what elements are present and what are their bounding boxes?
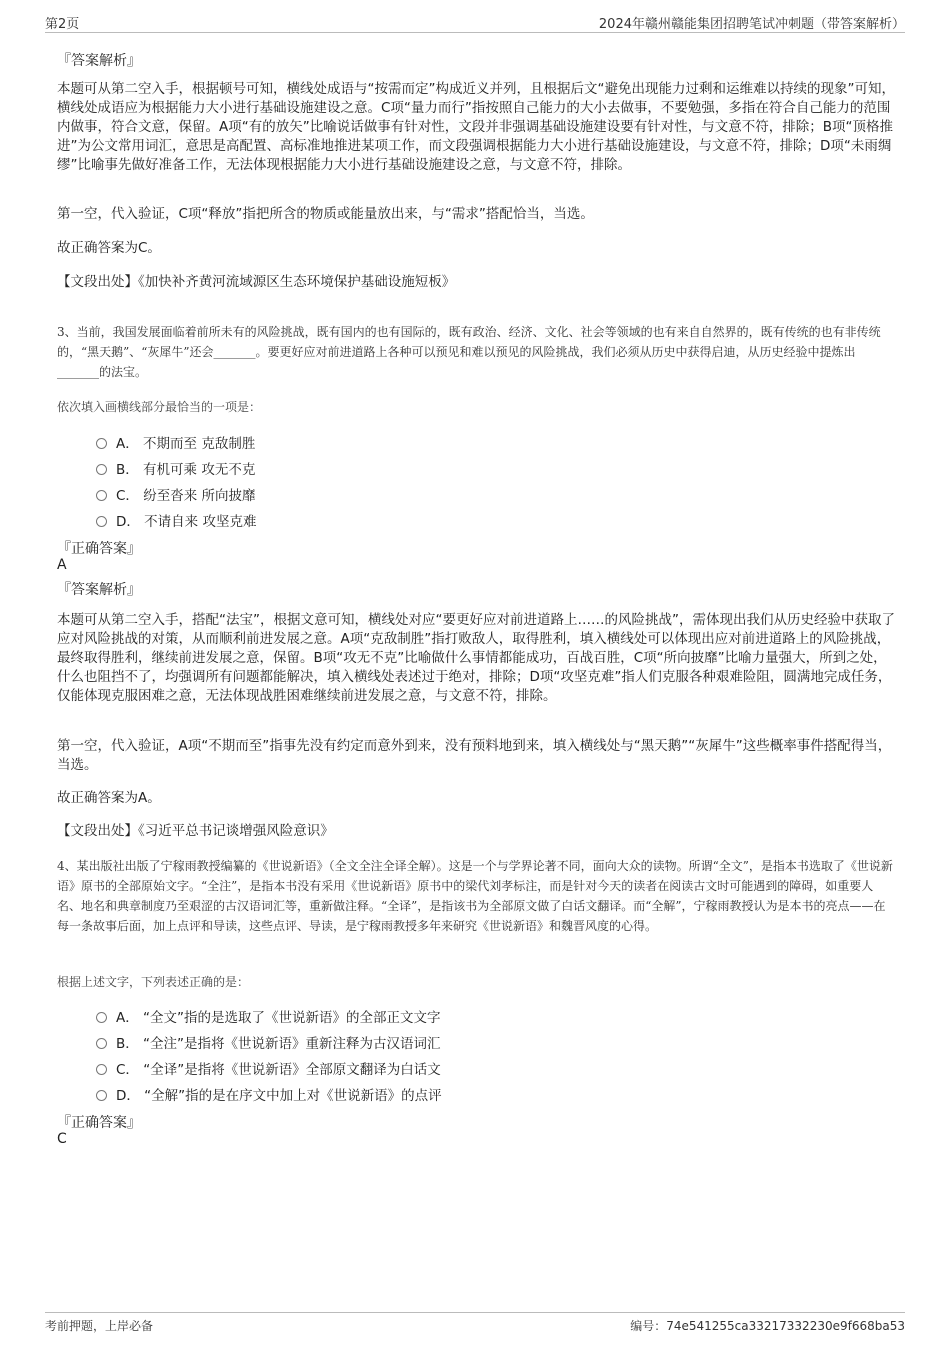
analysis-label: 『答案解析』 <box>57 53 141 69</box>
question-prompt: 依次填入画横线部分最恰当的一项是： <box>57 400 262 414</box>
radio-icon[interactable] <box>96 490 107 501</box>
radio-icon[interactable] <box>96 516 107 527</box>
correct-answer-label: 『正确答案』 <box>57 541 141 557</box>
correct-answer-label: 『正确答案』 <box>57 1115 141 1131</box>
option-c[interactable]: C． 纷至沓来 所向披靡 <box>96 484 256 504</box>
analysis-paragraph: 第一空，代入验证，A项“不期而至”指事先没有约定而意外到来，没有预料地到来，填入横线处与“黑天鹅”“灰犀牛”这些概率事件搭配得当，当选。 <box>57 738 892 773</box>
analysis-paragraph: 本题可从第二空入手，根据顿号可知，横线处成语与“按需而定”构成近义并列，且根据后文“避免出现能力过剩和运维难以持续的现象”可知，横线处成语应为根据能力大小进行基础设施建设之意。C项“量力而行”指按照自己能力的大小去做事，不要勉强，多指在符合自己能力的范围内做事，符合文意，保留。A项“有的放矢”比喻说话做事有针对性，文段并非强调基础设施建设要有针对性，与文意不符，排除；B项“顶格推进”为公文常用词汇，意思是高配置、高标准地推进某项工作，而文段强调根据能力大小进行基础设施建设，与文意不符，排除；D项“未雨绸缪”比喻事先做好准备工作，无法体现根据能力大小进行基础设施建设之意，与文意不符，排除。 <box>57 81 895 173</box>
radio-icon[interactable] <box>96 464 107 475</box>
radio-icon[interactable] <box>96 1090 107 1101</box>
page-header <box>45 10 905 33</box>
question-stem: 3、当前，我国发展面临着前所未有的风险挑战，既有国内的也有国际的，既有政治、经济、文化、社会等领域的也有来自自然界的，既有传统的也有非传统的，“黑天鹅”、“灰犀牛”还会_______。要更好应对前进道路上各种可以预见和难以预见的风险挑战，我们必须从历史中获得启迪，从历史经验中提炼出_______的法宝。 <box>57 325 881 379</box>
option-a[interactable]: A． “全文”指的是选取了《世说新语》的全部正文文字 <box>96 1006 441 1026</box>
question-prompt: 根据上述文字，下列表述正确的是： <box>57 975 250 989</box>
radio-icon[interactable] <box>96 1064 107 1075</box>
source-citation: 【文段出处】《习近平总书记谈增强风险意识》 <box>57 823 334 839</box>
analysis-conclusion: 故正确答案为A。 <box>57 790 161 806</box>
option-a[interactable]: A． 不期而至 克敌制胜 <box>96 432 255 452</box>
analysis-label: 『答案解析』 <box>57 582 141 598</box>
footer-slogan: 考前押题，上岸必备 <box>45 1319 154 1333</box>
question-stem: 4、某出版社出版了宁稼雨教授编纂的《世说新语》（全文全注全译全解）。这是一个与学界论著不同，面向大众的读物。所谓“全文”，是指本书选取了《世说新语》原书的全部原始文字。“全注”，是指本书没有采用《世说新语》原书中的梁代刘孝标注，而是针对今天的读者在阅读古文时可能遇到的障碍，如重要人名、地名和典章制度乃至艰涩的古汉语词汇等，重新做注释。“全译”，是指该书为全部原文做了白话文翻译。而“全解”，宁稼雨教授认为是本书的亮点——在每一条故事后面，加上点评和导读，这些点评、导读，是宁稼雨教授多年来研究《世说新语》和魏晋风度的心得。 <box>57 859 893 933</box>
option-d[interactable]: D． 不请自来 攻坚克难 <box>96 510 256 530</box>
option-d[interactable]: D． “全解”指的是在序文中加上对《世说新语》的点评 <box>96 1084 442 1104</box>
radio-icon[interactable] <box>96 1038 107 1049</box>
analysis-paragraph: 本题可从第二空入手，搭配“法宝”，根据文意可知，横线处对应“要更好应对前进道路上……的风险挑战”，需体现出我们从历史经验中获取了应对风险挑战的对策，从而顺利前进发展之意。A项“克敌制胜”指打败敌人，取得胜利，填入横线处可以体现出应对前进道路上的风险挑战，最终取得胜利，继续前进发展之意，保留。B项“攻无不克”比喻做什么事情都能成功，百战百胜，C项“所向披靡”比喻力量强大，所到之处，什么也阻挡不了，均强调所有问题都能解决，填入横线处表述过于绝对，排除；D项“攻坚克难”指人们克服各种艰难险阻，圆满地完成任务，仅能体现克服困难之意，无法体现战胜困难继续前进发展之意，与文意不符，排除。 <box>57 612 895 704</box>
correct-answer: A <box>57 557 67 573</box>
analysis-paragraph: 第一空，代入验证，C项“释放”指把所含的物质或能量放出来，与“需求”搭配恰当，当选。 <box>57 206 594 222</box>
option-b[interactable]: B． “全注”是指将《世说新语》重新注释为古汉语词汇 <box>96 1032 441 1052</box>
document-code: 编号：74e541255ca33217332230e9f668ba53 <box>630 1319 905 1333</box>
radio-icon[interactable] <box>96 438 107 449</box>
document-title: 2024年赣州赣能集团招聘笔试冲刺题（带答案解析） <box>598 17 905 32</box>
radio-icon[interactable] <box>96 1012 107 1023</box>
option-b[interactable]: B． 有机可乘 攻无不克 <box>96 458 255 478</box>
correct-answer: C <box>57 1131 67 1147</box>
page-footer <box>45 1312 905 1343</box>
option-c[interactable]: C． “全译”是指将《世说新语》全部原文翻译为白话文 <box>96 1058 441 1078</box>
page-number: 第2页 <box>45 17 80 32</box>
source-citation: 【文段出处】《加快补齐黄河流域源区生态环境保护基础设施短板》 <box>57 274 456 290</box>
analysis-conclusion: 故正确答案为C。 <box>57 240 161 256</box>
